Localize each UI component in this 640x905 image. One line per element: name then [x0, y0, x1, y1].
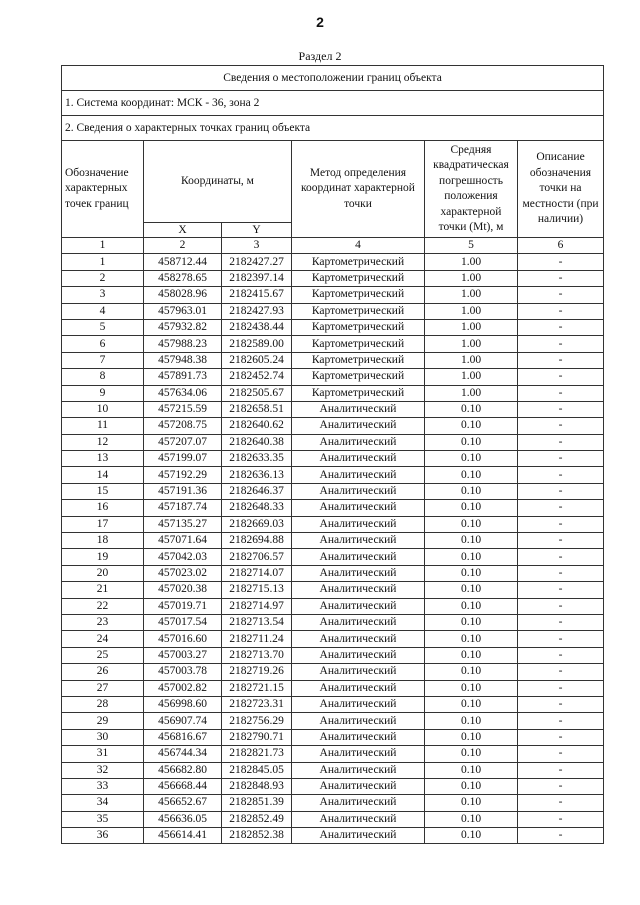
cell-method: Картометрический: [292, 270, 425, 286]
cell-coord-y: 2182427.93: [222, 303, 292, 319]
cell-coord-x: 456614.41: [144, 828, 222, 844]
header-y: Y: [222, 223, 292, 238]
cell-description: -: [518, 254, 604, 270]
cell-description: -: [518, 746, 604, 762]
cell-error: 1.00: [425, 319, 518, 335]
cell-coord-x: 456816.67: [144, 729, 222, 745]
table-row: [62, 795, 604, 811]
cell-method: Картометрический: [292, 303, 425, 319]
cell-description: -: [518, 483, 604, 499]
cell-method: Аналитический: [292, 598, 425, 614]
cell-coord-y: 2182633.35: [222, 451, 292, 467]
cell-coord-x: 456907.74: [144, 713, 222, 729]
cell-coord-x: 456668.44: [144, 778, 222, 794]
table-row: [62, 713, 604, 729]
cell-method: Аналитический: [292, 778, 425, 794]
header-x: X: [144, 223, 222, 238]
cell-error: 0.10: [425, 664, 518, 680]
cell-point-id: 14: [62, 467, 144, 483]
cell-point-id: 19: [62, 549, 144, 565]
cell-point-id: 36: [62, 828, 144, 844]
boundary-points-table: [61, 65, 604, 844]
cell-coord-x: 457988.23: [144, 336, 222, 352]
cell-point-id: 24: [62, 631, 144, 647]
cell-point-id: 4: [62, 303, 144, 319]
cell-point-id: 16: [62, 500, 144, 516]
cell-error: 0.10: [425, 434, 518, 450]
cell-coord-x: 457192.29: [144, 467, 222, 483]
cell-point-id: 18: [62, 533, 144, 549]
cell-method: Аналитический: [292, 729, 425, 745]
cell-coord-y: 2182715.13: [222, 582, 292, 598]
cell-coord-y: 2182605.24: [222, 352, 292, 368]
header-coordinates: Координаты, м: [144, 141, 292, 223]
cell-point-id: 1: [62, 254, 144, 270]
cell-point-id: 10: [62, 401, 144, 417]
column-number: 4: [292, 238, 425, 254]
table-row: [62, 451, 604, 467]
header-description: Описание обозначения точки на местности (при наличии): [518, 141, 604, 238]
cell-description: -: [518, 680, 604, 696]
table-row: [62, 778, 604, 794]
cell-method: Аналитический: [292, 614, 425, 630]
cell-error: 0.10: [425, 631, 518, 647]
cell-point-id: 27: [62, 680, 144, 696]
table-row: [62, 287, 604, 303]
cell-point-id: 25: [62, 647, 144, 663]
cell-error: 1.00: [425, 270, 518, 286]
cell-description: -: [518, 336, 604, 352]
cell-coord-x: 457003.27: [144, 647, 222, 663]
cell-coord-y: 2182427.27: [222, 254, 292, 270]
cell-coord-x: 457016.60: [144, 631, 222, 647]
cell-error: 0.10: [425, 729, 518, 745]
cell-description: -: [518, 352, 604, 368]
cell-coord-y: 2182694.88: [222, 533, 292, 549]
header-error: Средняя квадратическая погрешность положения характерной точки (Mt), м: [425, 141, 518, 238]
cell-coord-y: 2182821.73: [222, 746, 292, 762]
cell-description: -: [518, 664, 604, 680]
cell-coord-y: 2182589.00: [222, 336, 292, 352]
cell-method: Аналитический: [292, 500, 425, 516]
cell-description: -: [518, 598, 604, 614]
cell-coord-x: 457207.07: [144, 434, 222, 450]
cell-error: 0.10: [425, 696, 518, 712]
cell-description: -: [518, 778, 604, 794]
cell-description: -: [518, 614, 604, 630]
cell-coord-x: 457017.54: [144, 614, 222, 630]
table-row: [62, 762, 604, 778]
cell-coord-y: 2182848.93: [222, 778, 292, 794]
cell-coord-y: 2182721.15: [222, 680, 292, 696]
column-number: 5: [425, 238, 518, 254]
cell-point-id: 13: [62, 451, 144, 467]
cell-coord-x: 457191.36: [144, 483, 222, 499]
cell-coord-x: 457634.06: [144, 385, 222, 401]
cell-point-id: 35: [62, 811, 144, 827]
cell-description: -: [518, 418, 604, 434]
cell-coord-x: 457042.03: [144, 549, 222, 565]
cell-coord-y: 2182452.74: [222, 369, 292, 385]
cell-error: 0.10: [425, 516, 518, 532]
table-row: [62, 582, 604, 598]
cell-method: Аналитический: [292, 516, 425, 532]
cell-description: -: [518, 828, 604, 844]
cell-description: -: [518, 795, 604, 811]
cell-description: -: [518, 434, 604, 450]
cell-error: 0.10: [425, 418, 518, 434]
cell-coord-x: 457020.38: [144, 582, 222, 598]
cell-coord-y: 2182723.31: [222, 696, 292, 712]
cell-error: 0.10: [425, 647, 518, 663]
column-number: 3: [222, 238, 292, 254]
cell-error: 0.10: [425, 598, 518, 614]
cell-method: Картометрический: [292, 352, 425, 368]
table-row: [62, 467, 604, 483]
cell-method: Аналитический: [292, 467, 425, 483]
cell-point-id: 15: [62, 483, 144, 499]
cell-point-id: 21: [62, 582, 144, 598]
cell-point-id: 22: [62, 598, 144, 614]
column-number: 1: [62, 238, 144, 254]
cell-description: -: [518, 516, 604, 532]
cell-coord-x: 456998.60: [144, 696, 222, 712]
cell-description: -: [518, 647, 604, 663]
cell-coord-y: 2182790.71: [222, 729, 292, 745]
cell-coord-y: 2182756.29: [222, 713, 292, 729]
cell-description: -: [518, 385, 604, 401]
table-row: [62, 483, 604, 499]
cell-coord-x: 456652.67: [144, 795, 222, 811]
table-row: [62, 319, 604, 335]
cell-description: -: [518, 303, 604, 319]
cell-coord-y: 2182669.03: [222, 516, 292, 532]
cell-point-id: 23: [62, 614, 144, 630]
cell-method: Аналитический: [292, 565, 425, 581]
cell-coord-x: 457208.75: [144, 418, 222, 434]
cell-point-id: 34: [62, 795, 144, 811]
cell-coord-x: 457187.74: [144, 500, 222, 516]
cell-point-id: 3: [62, 287, 144, 303]
cell-description: -: [518, 729, 604, 745]
cell-description: -: [518, 270, 604, 286]
table-row: [62, 303, 604, 319]
cell-coord-x: 457963.01: [144, 303, 222, 319]
cell-coord-x: 456682.80: [144, 762, 222, 778]
cell-point-id: 26: [62, 664, 144, 680]
cell-error: 0.10: [425, 811, 518, 827]
cell-coord-y: 2182711.24: [222, 631, 292, 647]
cell-error: 0.10: [425, 533, 518, 549]
cell-coord-x: 457932.82: [144, 319, 222, 335]
cell-coord-y: 2182397.14: [222, 270, 292, 286]
cell-point-id: 12: [62, 434, 144, 450]
cell-description: -: [518, 565, 604, 581]
cell-description: -: [518, 401, 604, 417]
cell-coord-y: 2182636.13: [222, 467, 292, 483]
cell-method: Картометрический: [292, 254, 425, 270]
cell-error: 0.10: [425, 565, 518, 581]
cell-description: -: [518, 696, 604, 712]
cell-coord-x: 457071.64: [144, 533, 222, 549]
cell-description: -: [518, 713, 604, 729]
cell-error: 0.10: [425, 746, 518, 762]
table-row: [62, 746, 604, 762]
cell-point-id: 7: [62, 352, 144, 368]
cell-coord-y: 2182646.37: [222, 483, 292, 499]
cell-error: 0.10: [425, 451, 518, 467]
cell-error: 0.10: [425, 680, 518, 696]
table-row: [62, 401, 604, 417]
table-row: [62, 729, 604, 745]
table-row: [62, 549, 604, 565]
cell-method: Аналитический: [292, 631, 425, 647]
cell-error: 0.10: [425, 401, 518, 417]
cell-method: Аналитический: [292, 451, 425, 467]
cell-coord-x: 457199.07: [144, 451, 222, 467]
cell-error: 1.00: [425, 336, 518, 352]
cell-method: Аналитический: [292, 696, 425, 712]
cell-error: 0.10: [425, 713, 518, 729]
cell-method: Аналитический: [292, 762, 425, 778]
cell-error: 0.10: [425, 582, 518, 598]
cell-coord-x: 457019.71: [144, 598, 222, 614]
cell-description: -: [518, 319, 604, 335]
cell-coord-y: 2182658.51: [222, 401, 292, 417]
cell-coord-x: 457023.02: [144, 565, 222, 581]
cell-method: Аналитический: [292, 549, 425, 565]
cell-coord-y: 2182852.38: [222, 828, 292, 844]
cell-coord-x: 458278.65: [144, 270, 222, 286]
cell-coord-x: 457891.73: [144, 369, 222, 385]
cell-coord-x: 457002.82: [144, 680, 222, 696]
table-row: [62, 336, 604, 352]
table-row: [62, 434, 604, 450]
cell-coord-y: 2182640.38: [222, 434, 292, 450]
cell-error: 1.00: [425, 369, 518, 385]
cell-point-id: 20: [62, 565, 144, 581]
cell-coord-y: 2182845.05: [222, 762, 292, 778]
cell-coord-x: 458712.44: [144, 254, 222, 270]
coordinate-system: 1. Система координат: МСК - 36, зона 2: [62, 91, 604, 116]
table-row: [62, 565, 604, 581]
cell-point-id: 17: [62, 516, 144, 532]
page-number: 2: [316, 14, 324, 30]
cell-method: Картометрический: [292, 319, 425, 335]
cell-error: 1.00: [425, 254, 518, 270]
table-row: [62, 270, 604, 286]
cell-coord-y: 2182415.67: [222, 287, 292, 303]
cell-coord-y: 2182714.07: [222, 565, 292, 581]
cell-point-id: 11: [62, 418, 144, 434]
cell-coord-x: 456636.05: [144, 811, 222, 827]
cell-coord-y: 2182713.70: [222, 647, 292, 663]
table-row: [62, 680, 604, 696]
cell-coord-y: 2182648.33: [222, 500, 292, 516]
cell-error: 0.10: [425, 500, 518, 516]
cell-error: 1.00: [425, 352, 518, 368]
cell-coord-y: 2182713.54: [222, 614, 292, 630]
table-row: [62, 811, 604, 827]
cell-error: 1.00: [425, 385, 518, 401]
cell-coord-x: 458028.96: [144, 287, 222, 303]
cell-error: 0.10: [425, 795, 518, 811]
cell-point-id: 8: [62, 369, 144, 385]
cell-coord-y: 2182851.39: [222, 795, 292, 811]
cell-method: Аналитический: [292, 795, 425, 811]
table-row: [62, 598, 604, 614]
cell-description: -: [518, 582, 604, 598]
cell-error: 1.00: [425, 287, 518, 303]
cell-method: Аналитический: [292, 647, 425, 663]
cell-point-id: 9: [62, 385, 144, 401]
cell-coord-y: 2182505.67: [222, 385, 292, 401]
cell-description: -: [518, 533, 604, 549]
cell-point-id: 29: [62, 713, 144, 729]
cell-description: -: [518, 549, 604, 565]
table-row: [62, 500, 604, 516]
cell-error: 1.00: [425, 303, 518, 319]
table-row: [62, 385, 604, 401]
table-row: [62, 696, 604, 712]
cell-method: Аналитический: [292, 680, 425, 696]
cell-coord-y: 2182706.57: [222, 549, 292, 565]
cell-point-id: 33: [62, 778, 144, 794]
cell-error: 0.10: [425, 778, 518, 794]
cell-method: Аналитический: [292, 533, 425, 549]
cell-point-id: 30: [62, 729, 144, 745]
cell-description: -: [518, 500, 604, 516]
cell-description: -: [518, 762, 604, 778]
column-numbers-row: [62, 238, 604, 254]
cell-method: Картометрический: [292, 336, 425, 352]
table-row: [62, 647, 604, 663]
table-row: [62, 418, 604, 434]
section-title: Раздел 2: [298, 49, 342, 63]
cell-description: -: [518, 467, 604, 483]
table-title: Сведения о местоположении границ объекта: [62, 66, 604, 91]
cell-error: 0.10: [425, 828, 518, 844]
cell-coord-y: 2182714.97: [222, 598, 292, 614]
cell-point-id: 5: [62, 319, 144, 335]
table-row: [62, 254, 604, 270]
cell-point-id: 6: [62, 336, 144, 352]
table-row: [62, 533, 604, 549]
cell-description: -: [518, 811, 604, 827]
table-row: [62, 664, 604, 680]
table-row: [62, 828, 604, 844]
cell-coord-x: 457003.78: [144, 664, 222, 680]
cell-method: Аналитический: [292, 434, 425, 450]
cell-point-id: 31: [62, 746, 144, 762]
cell-coord-x: 456744.34: [144, 746, 222, 762]
table-row: [62, 352, 604, 368]
cell-method: Аналитический: [292, 664, 425, 680]
cell-method: Аналитический: [292, 746, 425, 762]
cell-method: Аналитический: [292, 483, 425, 499]
cell-method: Аналитический: [292, 418, 425, 434]
cell-method: Картометрический: [292, 287, 425, 303]
cell-error: 0.10: [425, 549, 518, 565]
cell-coord-x: 457948.38: [144, 352, 222, 368]
cell-description: -: [518, 451, 604, 467]
cell-coord-x: 457135.27: [144, 516, 222, 532]
table-row: [62, 516, 604, 532]
cell-coord-y: 2182438.44: [222, 319, 292, 335]
table-row: [62, 631, 604, 647]
cell-method: Аналитический: [292, 401, 425, 417]
cell-error: 0.10: [425, 762, 518, 778]
cell-method: Аналитический: [292, 713, 425, 729]
column-number: 6: [518, 238, 604, 254]
cell-method: Аналитический: [292, 582, 425, 598]
cell-point-id: 32: [62, 762, 144, 778]
cell-method: Картометрический: [292, 385, 425, 401]
cell-coord-y: 2182719.26: [222, 664, 292, 680]
cell-coord-y: 2182640.62: [222, 418, 292, 434]
table-row: [62, 369, 604, 385]
cell-point-id: 2: [62, 270, 144, 286]
points-subtitle: 2. Сведения о характерных точках границ объекта: [62, 116, 604, 141]
cell-coord-x: 457215.59: [144, 401, 222, 417]
cell-method: Аналитический: [292, 828, 425, 844]
cell-point-id: 28: [62, 696, 144, 712]
cell-method: Картометрический: [292, 369, 425, 385]
header-method: Метод определения координат характерной точки: [292, 141, 425, 238]
cell-error: 0.10: [425, 483, 518, 499]
cell-coord-y: 2182852.49: [222, 811, 292, 827]
cell-description: -: [518, 369, 604, 385]
column-number: 2: [144, 238, 222, 254]
table-row: [62, 614, 604, 630]
cell-error: 0.10: [425, 614, 518, 630]
cell-description: -: [518, 287, 604, 303]
cell-error: 0.10: [425, 467, 518, 483]
cell-description: -: [518, 631, 604, 647]
header-point-designation: Обозначение характерных точек границ: [62, 141, 144, 238]
table-body: [62, 254, 604, 844]
cell-method: Аналитический: [292, 811, 425, 827]
